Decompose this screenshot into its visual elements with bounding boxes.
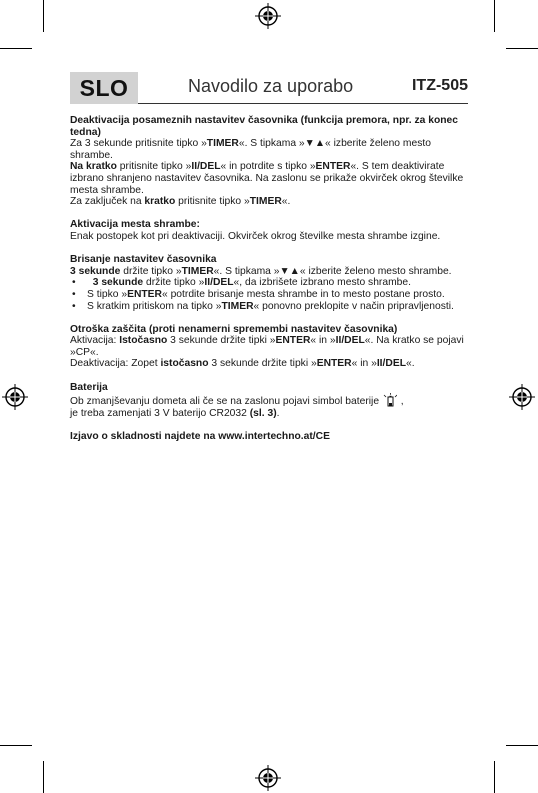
- crop-mark: [494, 761, 495, 793]
- paragraph: Na kratko pritisnite tipko »II/DEL« in potrdite s tipko »ENTER«. S tem deaktivirate izbrano shranjeno nastavitev časovnika. Na zaslonu se prikaže okvirček okrog številke mesta shrambe.: [70, 161, 464, 196]
- section-heading-activation: Aktivacija mesta shrambe:: [70, 219, 200, 231]
- page-header: [70, 72, 468, 104]
- section-heading-delete: Brisanje nastavitev časovnika: [70, 254, 217, 266]
- crop-mark: [43, 0, 44, 32]
- section-heading-deactivation: Deaktivacija posameznih nastavitev časovnika (funkcija premora, npr. za konec tedna): [70, 115, 459, 138]
- low-battery-icon: [383, 393, 397, 407]
- crop-mark: [0, 745, 32, 746]
- header-rule: [138, 103, 468, 104]
- list-item: • S tipko »ENTER« potrdite brisanje mesta shrambe in to mesto postane prosto.: [70, 289, 468, 301]
- paragraph: 3 sekunde držite tipko »TIMER«. S tipkama »▼▲« izberite želeno mesto shrambe.: [70, 265, 452, 277]
- crop-mark: [506, 745, 538, 746]
- registration-mark-icon: [2, 384, 28, 410]
- paragraph: Za 3 sekunde pritisnite tipko »TIMER«. S tipkama »▼▲« izberite želeno mesto shrambe.: [70, 138, 431, 161]
- paragraph: Aktivacija: Istočasno 3 sekunde držite tipki »ENTER« in »II/DEL«. Na kratko se pojavi »CP«.: [70, 335, 464, 358]
- section-heading-child-lock: Otroška zaščita (proti nenamerni spremembi nastavitev časovnika): [70, 323, 398, 335]
- crop-mark: [0, 48, 32, 49]
- model-number: ITZ-505: [411, 77, 468, 94]
- bullet-list: [70, 277, 468, 312]
- paragraph: je treba zamenjati 3 V baterijo CR2032 (sl. 3).: [70, 407, 280, 419]
- registration-mark-icon: [255, 3, 281, 29]
- registration-mark-icon: [255, 765, 281, 791]
- registration-mark-icon: [509, 384, 535, 410]
- crop-mark: [506, 48, 538, 49]
- paragraph: Deaktivacija: Zopet istočasno 3 sekunde držite tipki »ENTER« in »II/DEL«.: [70, 358, 415, 370]
- conformity-note: Izjavo o skladnosti najdete na www.intertechno.at/CE: [70, 431, 330, 443]
- crop-mark: [494, 0, 495, 32]
- crop-mark: [43, 761, 44, 793]
- list-item: • S kratkim pritiskom na tipko »TIMER« ponovno preklopite v način pripravljenosti.: [70, 301, 468, 313]
- paragraph: Ob zmanjševanju dometa ali če se na zaslonu pojavi simbol baterije ,: [70, 393, 468, 408]
- page-title: Navodilo za uporabo: [188, 76, 354, 96]
- list-item: • 3 sekunde držite tipko »II/DEL«, da izbrišete izbrano mesto shrambe.: [70, 277, 468, 289]
- paragraph: Enak postopek kot pri deaktivaciji. Okvirček okrog številke mesta shrambe izgine.: [70, 230, 441, 242]
- language-badge: SLO: [70, 72, 138, 104]
- paragraph: Za zaključek na kratko pritisnite tipko »TIMER«.: [70, 196, 291, 208]
- manual-content: [70, 115, 468, 443]
- section-heading-battery: Baterija: [70, 381, 108, 393]
